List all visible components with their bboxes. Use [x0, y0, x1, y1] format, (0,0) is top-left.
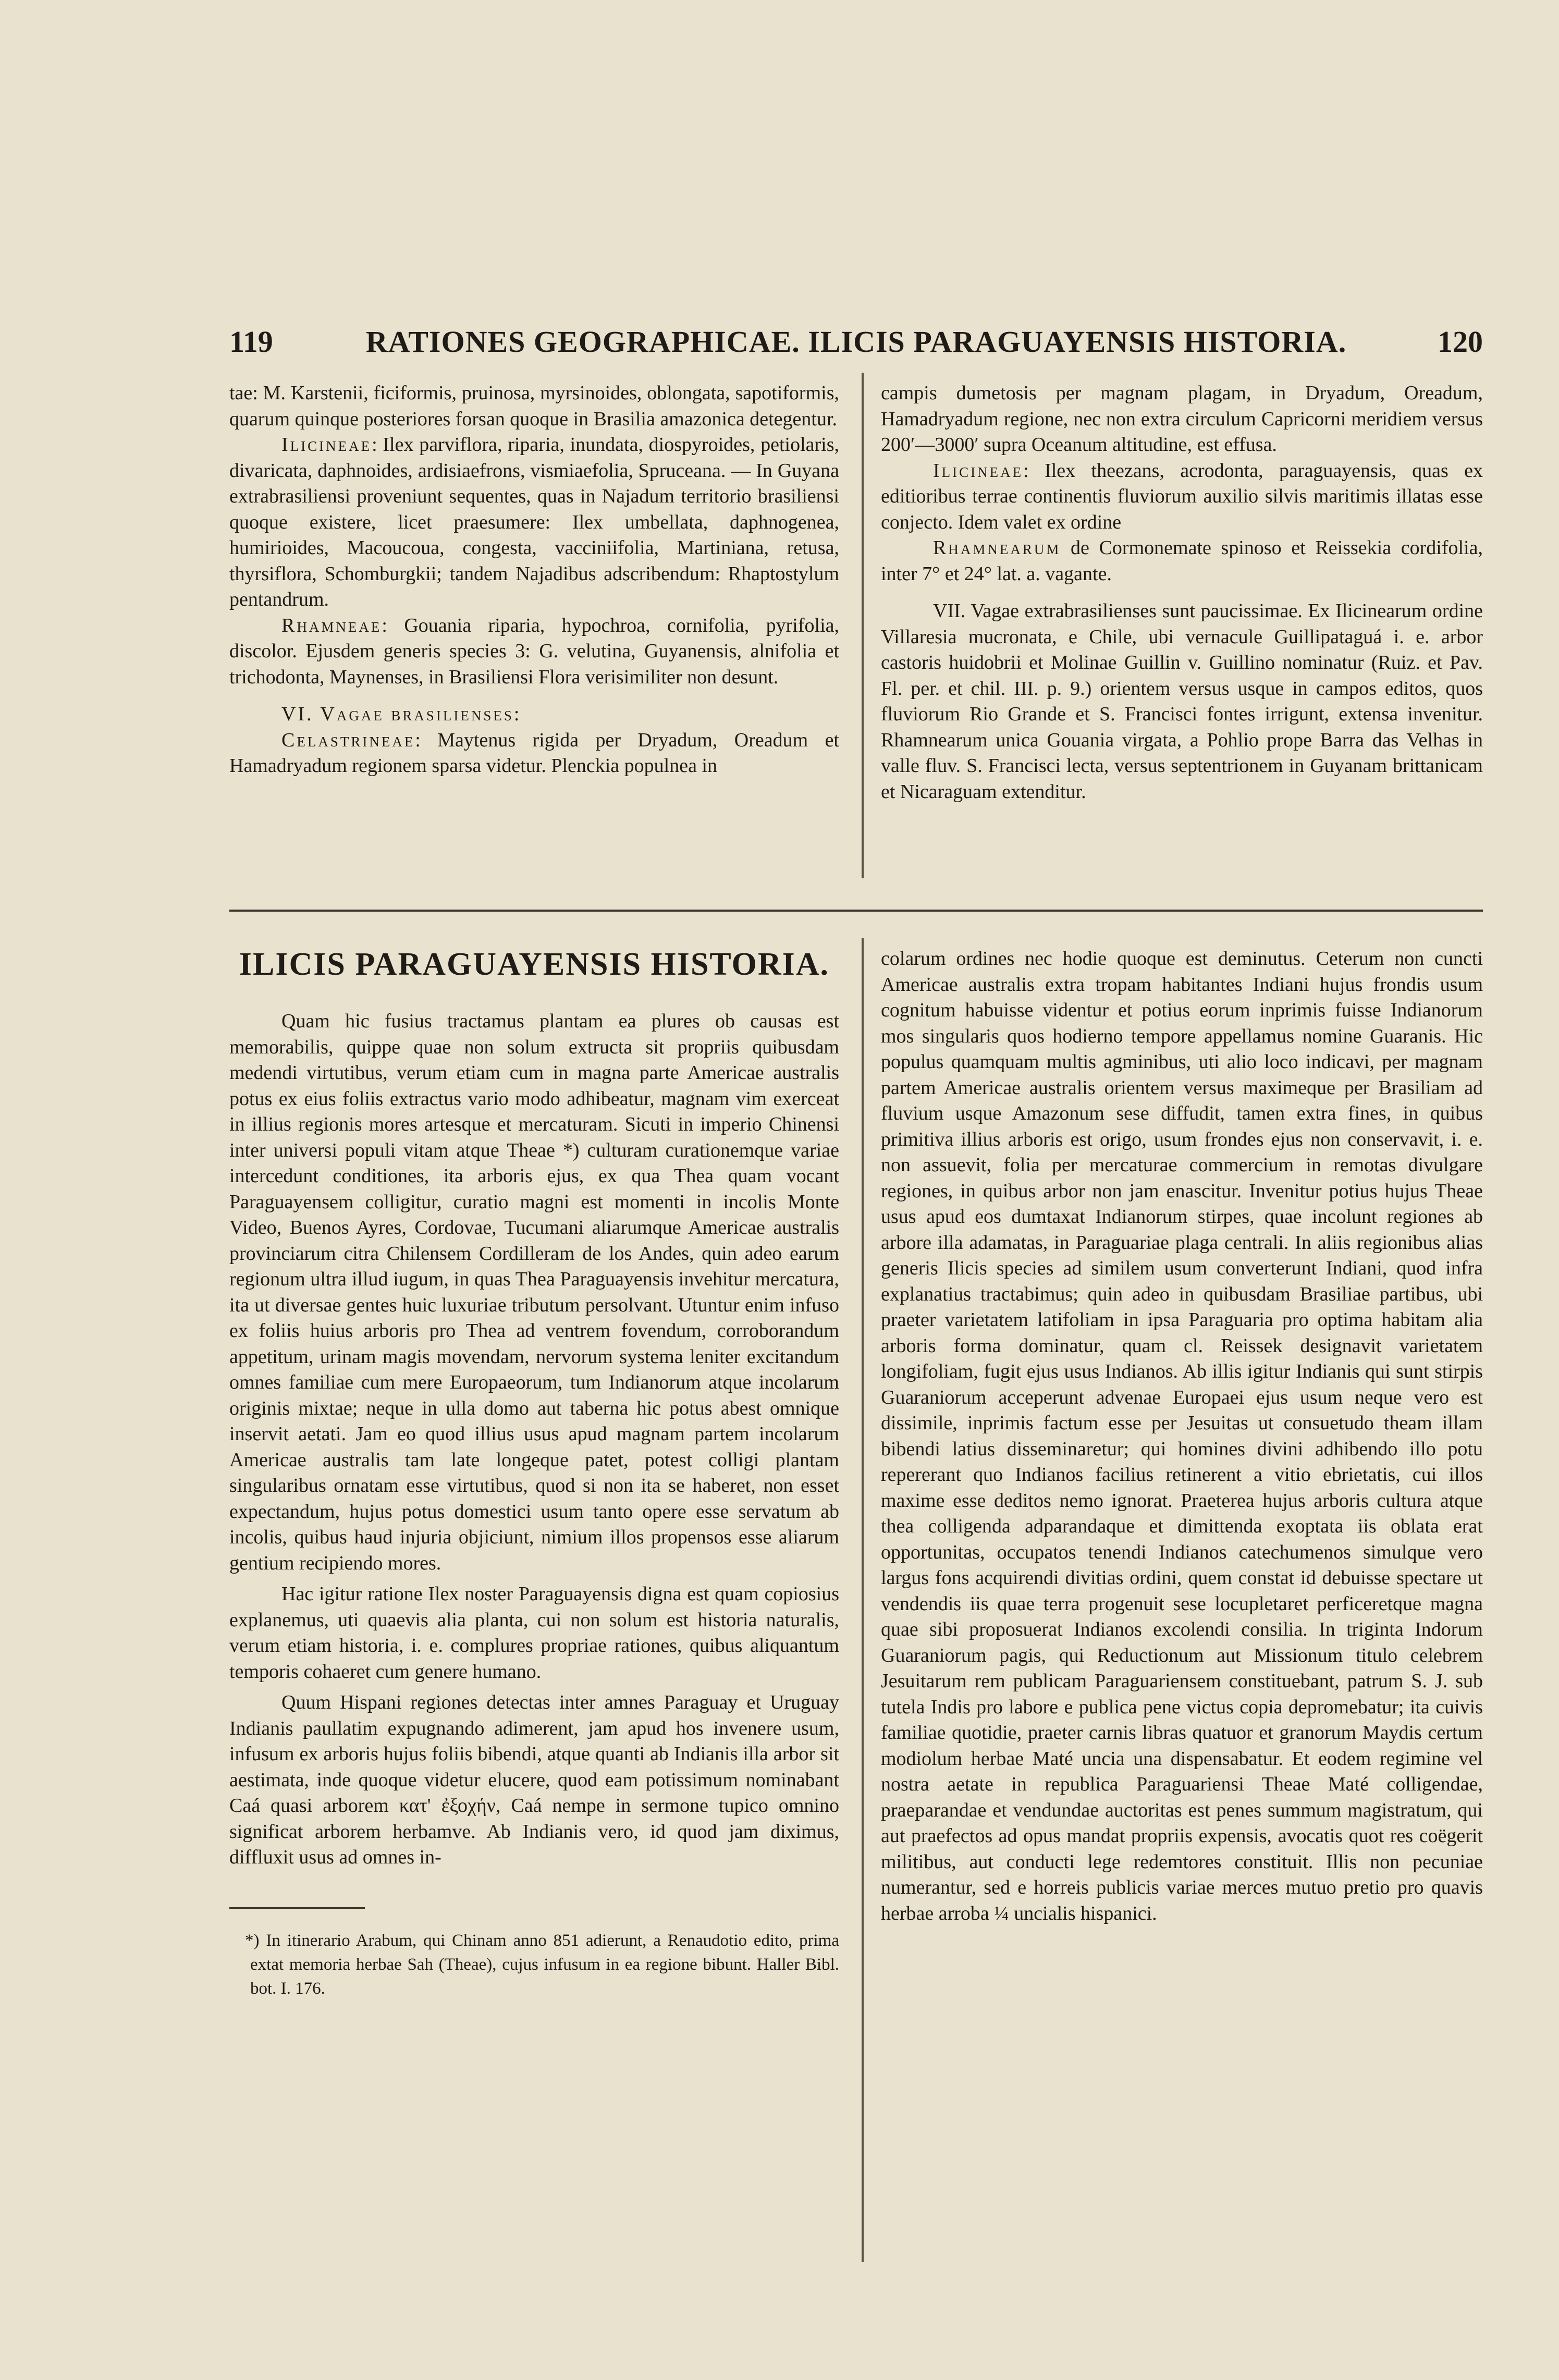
page-number-left: 119	[229, 325, 273, 359]
running-title: RATIONES GEOGRAPHICAE. ILICIS PARAGUAYENSIS HISTORIA.	[365, 325, 1347, 359]
bottom-right-column	[881, 946, 1483, 1927]
paragraph: Ilicineae: Ilex theezans, acrodonta, paraguayensis, quas ex editioribus terrae continentis fluviorum auxilio silvis maritimis illatas esse conjecto. Idem valet ex ordine	[881, 459, 1483, 533]
paragraph: tae: M. Karstenii, ficiformis, pruinosa, myrsinoides, oblongata, sapotiformis, quarum quinque posteriores forsan quoque in Brasilia amazonica detegentur.	[229, 382, 839, 430]
section-divider	[229, 910, 1483, 912]
paragraph: Quum Hispani regiones detectas inter amnes Paraguay et Uruguay Indianis paullatim expugnando adimerent, jam apud hos invenere usum, infusum ex arboris hujus foliis bibendi, atque quanti ab Indianis illa arbor sit aestimata, inde quoque videtur elucere, quod eam potissimum nominabant Caá quasi arborem κατ' ἐξοχήν, Caá nempe in sermone tupico omnino significat arborem herbamve. Ab Indianis vero, id quod jam diximus, diffluxit usus ad omnes in-	[229, 1691, 839, 1868]
paragraph: VII. Vagae extrabrasilienses sunt paucissimae. Ex Ilicinearum ordine Villaresia mucronata, e Chile, ubi vernacule Guillipataguá i. e. arbor castoris huidobrii et Molinae Guillin v. Guillino nominatur (Ruiz. et Pav. Fl. per. et chil. III. p. 9.) orientem versus usque in campos editos, quos fluviorum Rio Grande et S. Francisci fontes irrigunt, extensa invenitur. Rhamnearum unica Gouania virgata, a Pohlio prope Barra das Velhas in valle fluv. S. Francisci lecta, versus septentrionem in Guyanam brittanicam et Nicaraguam extenditur.	[881, 600, 1483, 803]
paragraph: Hac igitur ratione Ilex noster Paraguayensis digna est quam copiosius explanemus, uti quaevis alia planta, cui non solum est historia naturalis, verum etiam historia, i. e. complures propriae rationes, quibus aliquantum temporis cohaeret cum genere humano.	[229, 1583, 839, 1683]
paragraph: Rhamnearum de Cormonemate spinoso et Reissekia cordifolia, inter 7° et 24° lat. a. vagante.	[881, 537, 1483, 585]
paragraph: Quam hic fusius tractamus plantam ea plures ob causas est memorabilis, quippe quae non solum extructa sit propriis quibusdam medendi virtutibus, verum etiam cum in magna parte Americae australis potus ex eius foliis extractus vario modo adhibeatur, magnam vim exerceat in illius regionis mores artesque et mercaturam. Sicuti in imperio Chinensi inter universi populi vitam atque Theae *) culturam curationemque variae intercedunt conditiones, ita arboris ejus, ex qua Thea quam vocant Paraguayensem colligitur, curatio magni est momenti in incolis Monte Video, Buenos Ayres, Cordovae, Tucumani aliarumque Americae australis provinciarum citra Chilensem Cordilleram de los Andes, quin adeo earum regionum ultra illud iugum, in quas Thea Paraguayensis invehitur mercatura, ita ut diversae gentes huic luxuriae tributum persolvant. Utuntur enim infuso ex foliis huius arboris pro Thea ad ventrem fovendum, corroborandum appetitum, urinam magis movendam, nervorum systema leniter excitandum omnes familiae cum mere Europaeorum, tum Indianorum atque incolarum originis mixtae; neque in ulla domo aut taberna hic potus abest omnique inservit aetati. Jam eo quod illius usus apud magnam partem incolarum Americae australis tam late longeque patet, potest colligi plantam singularibus ornatam esse virtutibus, quod si non ita se haberet, non esset expectandum, hujus potus domestici usum tanto opere esse servatum ab incolis, quibus haud injuria objiciunt, nimium illos propensos esse aliarum gentium recipiendo mores.	[229, 1010, 839, 1574]
paragraph: Celastrineae: Maytenus rigida per Dryadum, Oreadum et Hamadryadum regionem sparsa videtur. Plenckia populnea in	[229, 729, 839, 777]
paragraph: colarum ordines nec hodie quoque est deminutus. Ceterum non cuncti Americae australis extra tropam habitantes Indiani hujus frondis usum cognitum habuisse videntur et potius eorum inprimis fuisse Indianorum mos singularis quos hodierno tempore appellamus nomine Guaranis. Hic populus quamquam multis agminibus, uti alio loco indicavi, per magnam partem Americae australis orientem versus maximeque per Brasiliam ad fluvium usque Amazonum sese diffudit, tamen extra fines, in quibus primitiva illius arboris est origo, usum frondes ejus non conservavit, i. e. non assuevit, folia per mercaturae commercium in remotas divulgare regiones, in quibus arbor non jam enascitur. Invenitur potius hujus Theae usus apud eos dumtaxat Indianorum stirpes, quae incolunt regiones ab arbore illa adamatas, in Paraguariae plaga centrali. In aliis regionibus alias generis Ilicis species ad similem usum converterunt Indiani, quod infra explanatius tractabimus; quin adeo in quibusdam Brasiliae partibus, ubi praeter varietatem latifoliam in ipsa Paraguaria pro optima habitam alia arboris forma dominatur, quam cl. Reissek designavit varietatem longifoliam, fugit ejus usus Indianos. Ab illis igitur Indianis qui sunt stirpis Guaraniorum acceperunt advenae Europaei ejus usum neque vero est dissimile, inprimis factum esse per Jesuitas ut consuetudo theam illam bibendi latius disseminaretur; qui homines divini adhibendo illo potu repererant quo Indianos facilius retinerent a vitio ebrietatis, cui illos maxime esse deditos nemo ignorat. Praeterea hujus arboris cultura atque thea colligenda adparandaque et dimittenda exoptata iis oblata erat opportunitas, occupatos tenendi Indianos catechumenos simulque vero largus fons acquirendi divitias ordini, quem constat id debuisse spectare ut vendendis iis quae terra progenuit sese locupletaret perficeretque magna quae sibi proposuerat Indianos excolendi consilia. In triginta Indorum Guaraniorum pagis, qui Reductionum aut Missionum titulo celebrem Jesuitarum rem publicam Paraguariensem constituebant, patrum S. J. sub tutela Indis pro labore e publica pene victus copia depromebatur; ita cuivis familiae quotidie, praeter carnis libras quatuor et granorum Maydis certum modiolum herbae Maté uncia una dispensabatur. Et eodem regimine vel nostra aetate in republica Paraguariensi Theae Maté colligendae, praeparandae et vendundae auctoritas est penes summum magistratum, qui aut praefectos ad opus mandat propriis expensis, avocatis quot res coëgerit militibus, aut conducti lege redemtores constituit. Illis non pecuniae numerantur, sed e horreis publicis variae merces mutuo pretio pro quavis herbae arroba ¼ uncialis hispanici.	[881, 948, 1483, 1924]
section-title: ILICIS PARAGUAYENSIS HISTORIA.	[239, 947, 830, 982]
top-left-column	[229, 381, 839, 779]
footnote-rule	[229, 1907, 365, 1909]
paragraph: Rhamneae: Gouania riparia, hypochroa, cornifolia, pyrifolia, discolor. Ejusdem generis species 3: G. velutina, Guyanensis, alnifolia et trichodonta, Maynenses, in Brasiliensi Flora verisimiliter non desunt.	[229, 614, 839, 688]
page-number-right: 120	[1438, 325, 1483, 359]
bottom-left-column	[229, 946, 839, 2001]
paragraph: campis dumetosis per magnam plagam, in Dryadum, Oreadum, Hamadryadum regione, nec non extra circulum Capricorni meridiem versus 200′—3000′ supra Oceanum altitudine, est effusa.	[881, 382, 1483, 456]
column-divider-bottom	[862, 938, 864, 2262]
column-divider-top	[862, 373, 864, 878]
paragraph: Ilicineae: Ilex parviflora, riparia, inundata, diospyroides, petiolaris, divaricata, daphnoides, ardisiaefrons, vismiaefolia, Spruceana. — In Guyana extrabrasiliensi proveniunt sequentes, quas in Najadum territorio brasiliensi quoque existere, licet praesumere: Ilex umbellata, daphnogenea, humirioides, Macoucoua, congesta, vacciniifolia, Martiniana, retusa, thyrsiflora, Schomburgkii; tandem Najadibus adscribendum: Rhaptostylum pentandrum.	[229, 434, 839, 610]
section-heading: VI. Vagae brasilienses:	[281, 703, 520, 725]
top-right-column	[881, 381, 1483, 805]
footnote: *) In itinerario Arabum, qui Chinam anno 851 adierunt, a Renaudotio edito, prima extat memoria herbae Sah (Theae), cujus infusum in ea regione bibunt. Haller Bibl. bot. I. 176.	[245, 1931, 839, 1998]
running-header	[229, 324, 1483, 361]
